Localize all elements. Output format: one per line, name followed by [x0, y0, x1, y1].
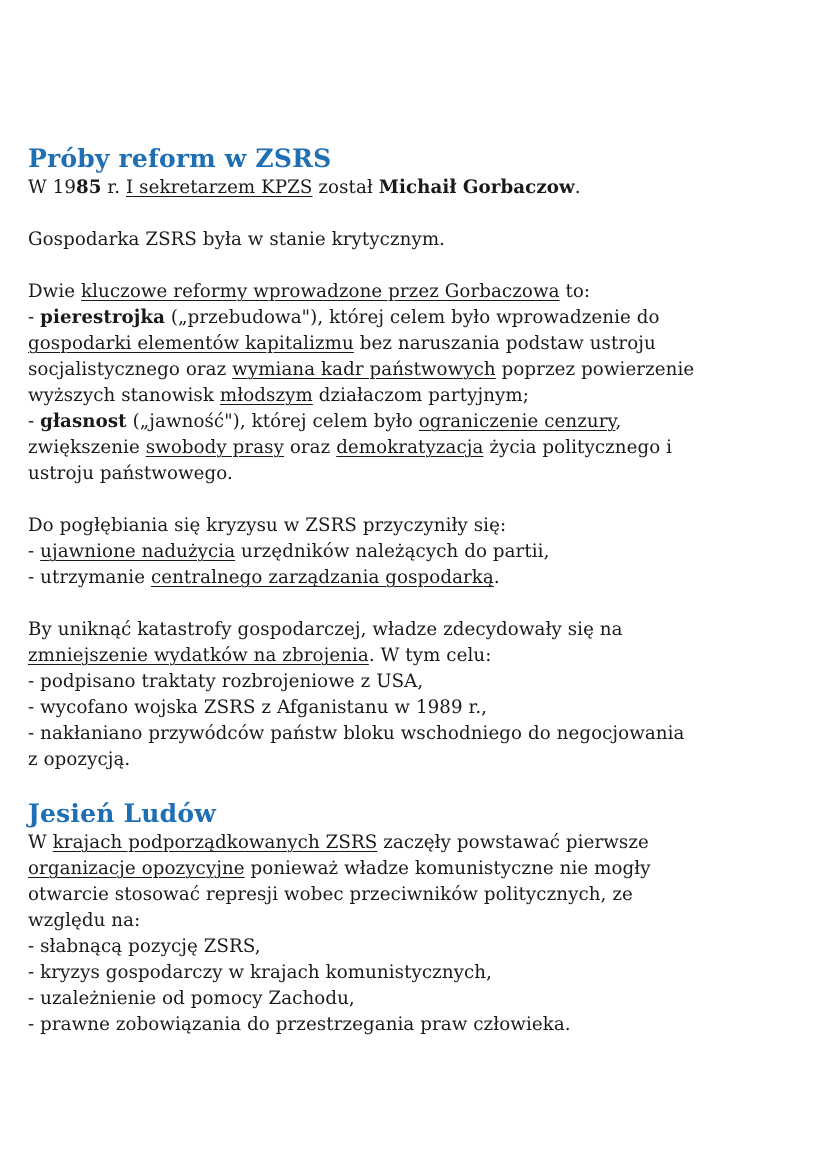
underlined-term: młodszym [219, 385, 313, 406]
economy-line: Gospodarka ZSRS była w stanie krytycznym. [28, 229, 446, 250]
disaster-intro: By uniknąć katastrofy gospodarczej, władze zdecydowały się na [28, 619, 623, 640]
list-item-continuation: z opozycją. [28, 749, 131, 770]
text: - [28, 307, 41, 328]
text: („przebudowa"), której celem było wprowadzenie do [165, 307, 660, 328]
perestroika-line-4 [28, 383, 808, 409]
underlined-term: I sekretarzem KPZS [126, 177, 313, 198]
text: bez naruszania podstaw ustroju [353, 333, 656, 354]
reforms-paragraph [28, 279, 808, 487]
list-item: - podpisano traktaty rozbrojeniowe z USA, [28, 671, 424, 692]
text: - [28, 411, 41, 432]
text: zwiększenie [28, 437, 146, 458]
disaster-paragraph [28, 617, 808, 773]
intro-line [28, 175, 808, 201]
text: r. [101, 177, 126, 198]
underlined-term: ujawnione nadużycia [40, 541, 236, 562]
list-item: - uzależnienie od pomocy Zachodu, [28, 988, 355, 1009]
text: zaczęły powstawać pierwsze [377, 832, 649, 853]
text: poprzez powierzenie [495, 359, 695, 380]
text: W [28, 832, 53, 853]
reforms-intro [28, 279, 808, 305]
list-item: - kryzys gospodarczy w krajach komunistycznych, [28, 962, 492, 983]
underlined-term: gospodarki elementów kapitalizmu [28, 333, 354, 354]
text: socjalistycznego oraz [28, 359, 233, 380]
underlined-term: ograniczenie cenzury [418, 411, 616, 432]
text: wyższych stanowisk [28, 385, 220, 406]
underlined-term: centralnego zarządzania gospodarką [150, 567, 494, 588]
perestroika-line-1 [28, 305, 808, 331]
text: oraz [283, 437, 337, 458]
term-glasnost: głasnost [40, 411, 127, 432]
underlined-term: wymiana kadr państwowych [232, 359, 496, 380]
text: został [312, 177, 379, 198]
list-item: - wycofano wojska ZSRS z Afganistanu w 1989 r., [28, 697, 488, 718]
disaster-line-2 [28, 643, 808, 669]
text: - utrzymanie [28, 567, 151, 588]
autumn-line-2 [28, 856, 808, 882]
text: ponieważ władze komunistyczne nie mogły [244, 858, 651, 879]
text: Dwie [28, 281, 82, 302]
heading-autumn-of-nations: Jesień Ludów [28, 799, 216, 828]
underlined-term: krajach podporządkowanych ZSRS [52, 832, 378, 853]
text: , [615, 411, 622, 432]
text: to: [559, 281, 591, 302]
text: działaczom partyjnym; [312, 385, 529, 406]
autumn-line-4: względu na: [28, 910, 141, 931]
text: . W tym celu: [368, 645, 492, 666]
glasnost-line-2 [28, 435, 808, 461]
text: życia politycznego i [483, 437, 673, 458]
list-item: - prawne zobowiązania do przestrzegania praw człowieka. [28, 1014, 571, 1035]
underlined-term: swobody prasy [145, 437, 284, 458]
text: - [28, 541, 41, 562]
crisis-paragraph [28, 513, 808, 591]
autumn-line-3: otwarcie stosować represji wobec przeciwników politycznych, ze [28, 884, 633, 905]
glasnost-line-3: ustroju państwowego. [28, 463, 233, 484]
autumn-line-1 [28, 830, 808, 856]
glasnost-line-1 [28, 409, 808, 435]
document-page [28, 143, 808, 1038]
underlined-term: zmniejszenie wydatków na zbrojenia [28, 645, 369, 666]
name-gorbachev: Michaił Gorbaczow [378, 177, 575, 198]
crisis-intro: Do pogłębiania się kryzysu w ZSRS przyczyniły się: [28, 515, 507, 536]
list-item: - nakłaniano przywódców państw bloku wschodniego do negocjowania [28, 723, 685, 744]
perestroika-line-2 [28, 331, 808, 357]
term-perestroika: pierestrojka [40, 307, 166, 328]
perestroika-line-3 [28, 357, 808, 383]
text: urzędników należących do partii, [235, 541, 550, 562]
underlined-term: organizacje opozycyjne [28, 858, 245, 879]
text: . [574, 177, 581, 198]
autumn-paragraph [28, 830, 808, 1038]
list-item: - słabnącą pozycję ZSRS, [28, 936, 261, 957]
heading-reforms-ussr: Próby reform w ZSRS [28, 144, 332, 173]
list-item [28, 539, 808, 565]
year-bold: 85 [76, 177, 102, 198]
underlined-term: demokratyzacja [336, 437, 484, 458]
text: („jawność"), której celem było [126, 411, 419, 432]
text: . [493, 567, 500, 588]
list-item [28, 565, 808, 591]
text: W 19 [28, 177, 77, 198]
underlined-term: kluczowe reformy wprowadzone przez Gorbaczowa [81, 281, 560, 302]
